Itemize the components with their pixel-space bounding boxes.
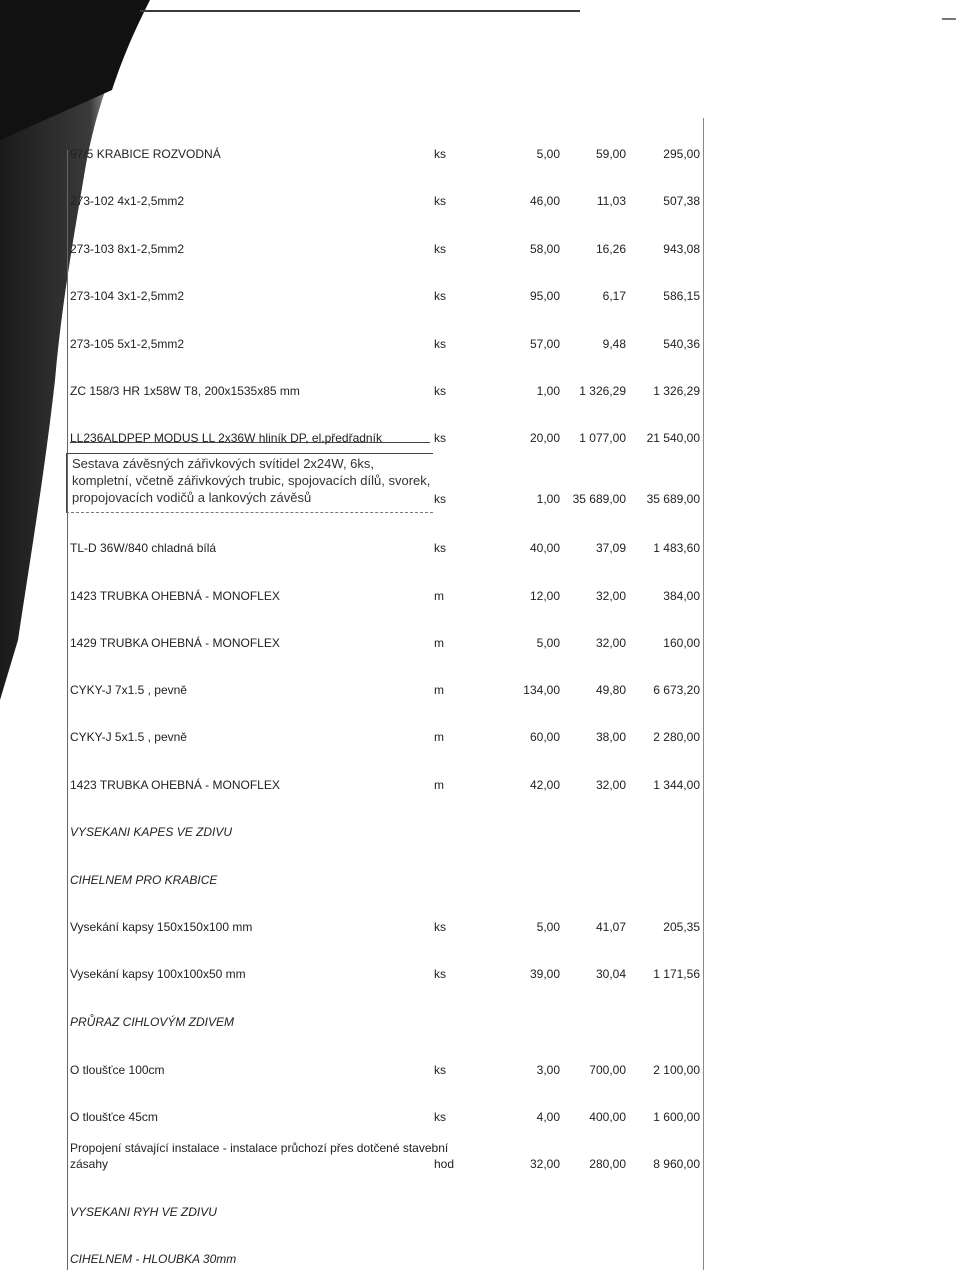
item-description: 273-103 8x1-2,5mm2 bbox=[70, 242, 185, 256]
item-description: 273-102 4x1-2,5mm2 bbox=[70, 194, 185, 208]
item-unit-price: 6,17 bbox=[602, 289, 626, 303]
item-quantity: 20,00 bbox=[529, 431, 560, 445]
item-description: 1423 TRUBKA OHEBNÁ - MONOFLEX bbox=[70, 778, 280, 792]
item-unit-price: 9,48 bbox=[602, 337, 626, 351]
item-quantity: 57,00 bbox=[529, 337, 560, 351]
item-unit-price: 32,00 bbox=[595, 589, 626, 603]
item-unit: ks bbox=[434, 967, 446, 981]
left-column-rule bbox=[67, 150, 68, 1270]
item-unit: ks bbox=[434, 1063, 446, 1077]
item-unit: m bbox=[434, 636, 444, 650]
item-unit: ks bbox=[434, 147, 446, 161]
item-quantity: 95,00 bbox=[529, 289, 560, 303]
item-description: LL236ALDPEP MODUS LL 2x36W hliník DP, el.předřadník bbox=[70, 431, 382, 445]
item-total: 1 600,00 bbox=[653, 1110, 700, 1124]
item-unit-price: 16,26 bbox=[595, 242, 626, 256]
item-description: Vysekání kapsy 150x150x100 mm bbox=[70, 920, 253, 934]
item-total: 1 483,60 bbox=[653, 541, 700, 555]
item-total: 35 689,00 bbox=[646, 492, 700, 506]
item-unit: ks bbox=[434, 920, 446, 934]
item-unit: m bbox=[434, 589, 444, 603]
item-description: 273-104 3x1-2,5mm2 bbox=[70, 289, 185, 303]
item-quantity: 42,00 bbox=[529, 778, 560, 792]
item-unit: ks bbox=[434, 337, 446, 351]
item-total: 160,00 bbox=[663, 636, 700, 650]
item-unit-price: 1 326,29 bbox=[579, 384, 626, 398]
item-unit-price: 49,80 bbox=[595, 683, 626, 697]
item-detail-text: Sestava závěsných zářivkových svítidel 2x24W, 6ks, kompletní, včetně zářivkových trubic, spojovacích dílů, svorek, propojovacích vodičů a lankových závěsů bbox=[72, 456, 431, 505]
item-unit: ks bbox=[434, 194, 446, 208]
item-quantity: 5,00 bbox=[536, 920, 560, 934]
item-unit-price: 35 689,00 bbox=[572, 492, 626, 506]
item-unit: ks bbox=[434, 431, 446, 445]
item-unit: m bbox=[434, 683, 444, 697]
item-unit: ks bbox=[434, 492, 446, 506]
item-quantity: 32,00 bbox=[529, 1157, 560, 1171]
item-unit-price: 32,00 bbox=[595, 778, 626, 792]
corner-mark bbox=[942, 18, 956, 20]
item-total: 205,35 bbox=[663, 920, 700, 934]
item-unit-price: 400,00 bbox=[589, 1110, 626, 1124]
item-description: CYKY-J 7x1.5 , pevně bbox=[70, 683, 187, 697]
item-total: 21 540,00 bbox=[646, 431, 700, 445]
item-quantity: 40,00 bbox=[529, 541, 560, 555]
item-unit-price: 280,00 bbox=[589, 1157, 626, 1171]
item-quantity: 1,00 bbox=[536, 492, 560, 506]
item-description: O tloušťce 45cm bbox=[70, 1110, 158, 1124]
item-total: 586,15 bbox=[663, 289, 700, 303]
item-description: 1429 TRUBKA OHEBNÁ - MONOFLEX bbox=[70, 636, 280, 650]
section-title: CIHELNEM PRO KRABICE bbox=[70, 873, 218, 887]
item-description: 273-105 5x1-2,5mm2 bbox=[70, 337, 185, 351]
item-unit-price: 1 077,00 bbox=[579, 431, 626, 445]
item-total: 1 171,56 bbox=[653, 967, 700, 981]
item-unit-price: 38,00 bbox=[595, 730, 626, 744]
page-top-edge bbox=[140, 10, 580, 12]
item-unit-price: 59,00 bbox=[595, 147, 626, 161]
item-quantity: 3,00 bbox=[536, 1063, 560, 1077]
item-unit: ks bbox=[434, 541, 446, 555]
item-total: 540,36 bbox=[663, 337, 700, 351]
item-description: Vysekání kapsy 100x100x50 mm bbox=[70, 967, 246, 981]
item-unit-price: 30,04 bbox=[595, 967, 626, 981]
item-unit: m bbox=[434, 730, 444, 744]
item-total: 384,00 bbox=[663, 589, 700, 603]
item-total: 507,38 bbox=[663, 194, 700, 208]
section-title: VYSEKANI RYH VE ZDIVU bbox=[70, 1205, 217, 1219]
item-description: 1423 TRUBKA OHEBNÁ - MONOFLEX bbox=[70, 589, 280, 603]
section-title: CIHELNEM - HLOUBKA 30mm bbox=[70, 1252, 237, 1266]
section-title: VYSEKANI KAPES VE ZDIVU bbox=[70, 825, 233, 839]
item-unit: ks bbox=[434, 242, 446, 256]
section-title: PRŮRAZ CIHLOVÝM ZDIVEM bbox=[70, 1015, 235, 1029]
item-quantity: 1,00 bbox=[536, 384, 560, 398]
item-quantity: 134,00 bbox=[523, 683, 560, 697]
item-quantity: 60,00 bbox=[529, 730, 560, 744]
item-description: O tloušťce 100cm bbox=[70, 1063, 165, 1077]
item-total: 295,00 bbox=[663, 147, 700, 161]
item-unit: ks bbox=[434, 289, 446, 303]
item-total: 6 673,20 bbox=[653, 683, 700, 697]
item-unit: ks bbox=[434, 1110, 446, 1124]
item-unit-price: 700,00 bbox=[589, 1063, 626, 1077]
item-description: 97/5 KRABICE ROZVODNÁ bbox=[70, 147, 221, 161]
item-unit-price: 32,00 bbox=[595, 636, 626, 650]
item-description: ZC 158/3 HR 1x58W T8, 200x1535x85 mm bbox=[70, 384, 300, 398]
item-unit-price: 41,07 bbox=[595, 920, 626, 934]
item-quantity: 4,00 bbox=[536, 1110, 560, 1124]
item-quantity: 46,00 bbox=[529, 194, 560, 208]
item-quantity: 58,00 bbox=[529, 242, 560, 256]
item-total: 8 960,00 bbox=[653, 1157, 700, 1171]
item-unit-price: 11,03 bbox=[596, 194, 626, 208]
item-quantity: 5,00 bbox=[536, 147, 560, 161]
item-total: 1 344,00 bbox=[653, 778, 700, 792]
item-description: Propojení stávající instalace - instalace průchozí přes dotčené stavební zásahy bbox=[70, 1141, 449, 1171]
total-column-rule bbox=[703, 118, 704, 1270]
item-quantity: 12,00 bbox=[529, 589, 560, 603]
item-quantity: 39,00 bbox=[529, 967, 560, 981]
item-quantity: 5,00 bbox=[536, 636, 560, 650]
item-unit-price: 37,09 bbox=[595, 541, 626, 555]
item-unit: m bbox=[434, 778, 444, 792]
item-total: 943,08 bbox=[663, 242, 700, 256]
item-unit: ks bbox=[434, 384, 446, 398]
item-total: 2 280,00 bbox=[653, 730, 700, 744]
item-unit: hod bbox=[434, 1157, 455, 1171]
item-total: 2 100,00 bbox=[653, 1063, 700, 1077]
item-description: CYKY-J 5x1.5 , pevně bbox=[70, 730, 187, 744]
item-total: 1 326,29 bbox=[653, 384, 700, 398]
item-description: TL-D 36W/840 chladná bílá bbox=[70, 541, 217, 555]
